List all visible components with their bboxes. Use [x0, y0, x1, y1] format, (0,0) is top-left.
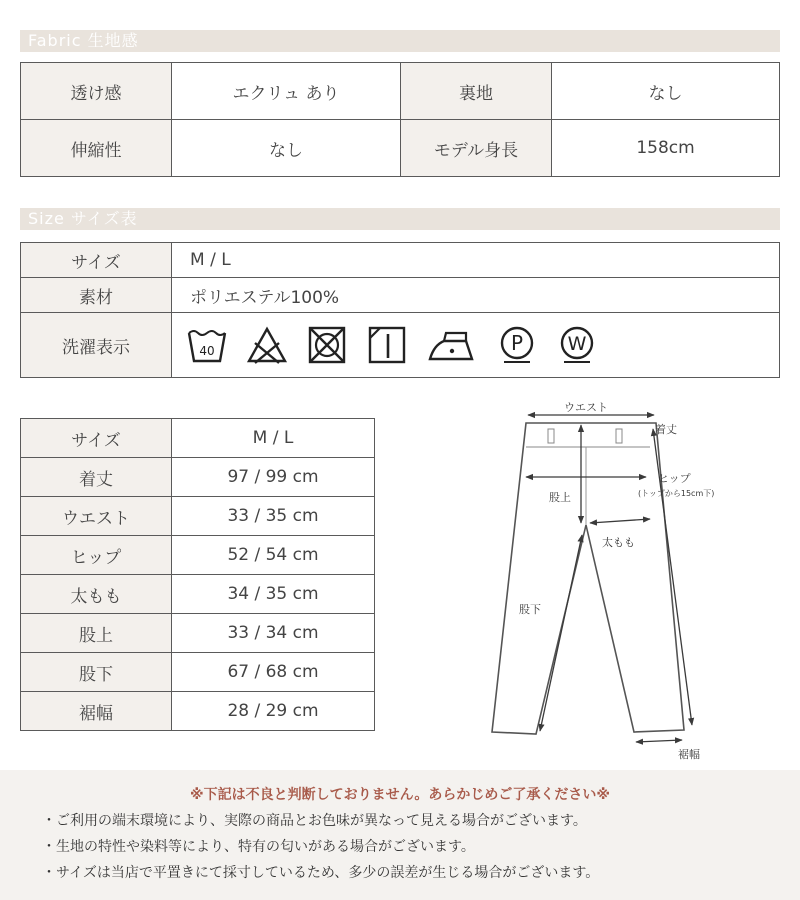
length-label: 着丈	[655, 423, 677, 436]
material-label: 素材	[21, 278, 172, 313]
measurement-value: 33 / 34 cm	[172, 614, 375, 653]
model-height-value: 158cm	[552, 120, 780, 177]
iron-low-icon	[426, 325, 478, 365]
note-item: ・サイズは当店で平置きにて採寸しているため、多少の誤差が生じる場合がございます。	[42, 865, 600, 881]
hip-label: ヒップ	[658, 472, 691, 485]
size-value: M / L	[172, 243, 780, 278]
care-label: 洗濯表示	[21, 313, 172, 378]
fabric-section-header	[20, 30, 780, 52]
thigh-label: 太もも	[602, 536, 635, 549]
lining-value: なし	[552, 63, 780, 120]
measurement-header-value: M / L	[172, 419, 375, 458]
measurement-label: 太もも	[21, 575, 172, 614]
measurement-value: 34 / 35 cm	[172, 575, 375, 614]
pants-diagram	[470, 395, 770, 765]
belt-loop	[616, 429, 622, 443]
size-row	[21, 243, 780, 278]
measurement-row	[21, 575, 375, 614]
thigh-arrow	[590, 519, 650, 523]
stretch-label: 伸縮性	[21, 120, 172, 177]
size-label: サイズ	[21, 243, 172, 278]
wash-temp-text: 40	[199, 344, 215, 358]
size-section-header	[20, 208, 780, 230]
measurement-label: ウエスト	[21, 497, 172, 536]
measurement-row	[21, 497, 375, 536]
measurement-row	[21, 653, 375, 692]
note-item: ・ご利用の端末環境により、実際の商品とお色味が異なって見える場合がございます。	[42, 813, 587, 829]
measurement-value: 97 / 99 cm	[172, 458, 375, 497]
dry-clean-letter: P	[510, 331, 524, 355]
hem-label: 裾幅	[678, 748, 700, 761]
no-tumble-dry-icon	[306, 325, 348, 365]
line-dry-shade-icon	[366, 325, 408, 365]
fabric-row	[21, 63, 780, 120]
measurement-label: 裾幅	[21, 692, 172, 731]
size-info-table	[20, 242, 780, 378]
care-row	[21, 313, 780, 378]
wet-clean-w-icon	[556, 325, 598, 365]
measurement-row	[21, 536, 375, 575]
measurement-label: 股上	[21, 614, 172, 653]
measurement-row	[21, 614, 375, 653]
hem-arrow	[636, 740, 682, 742]
rise-label: 股上	[549, 491, 571, 504]
wash-40-icon	[186, 325, 228, 365]
measurement-value: 52 / 54 cm	[172, 536, 375, 575]
note-item: ・生地の特性や染料等により、特有の匂いがある場合がございます。	[42, 839, 475, 855]
hip-note: (トップから15cm下)	[638, 489, 715, 498]
care-icons-cell	[172, 313, 780, 378]
model-height-label: モデル身長	[401, 120, 552, 177]
measurement-table	[20, 418, 375, 731]
measurement-header-label: サイズ	[21, 419, 172, 458]
belt-loop	[548, 429, 554, 443]
measurement-label: 着丈	[21, 458, 172, 497]
measurement-row	[21, 692, 375, 731]
size-section-title: Size サイズ表	[28, 209, 138, 228]
fabric-table	[20, 62, 780, 177]
measurement-header-row	[21, 419, 375, 458]
notes-title: ※下記は不良と判断しておりません。あらかじめご了承ください※	[189, 787, 611, 803]
inseam-label: 股下	[519, 603, 541, 616]
measurement-value: 67 / 68 cm	[172, 653, 375, 692]
waist-label: ウエスト	[564, 401, 608, 414]
wet-clean-letter: W	[567, 333, 587, 355]
lining-label: 裏地	[401, 63, 552, 120]
material-row	[21, 278, 780, 313]
material-value: ポリエステル100%	[172, 278, 780, 313]
measurement-value: 33 / 35 cm	[172, 497, 375, 536]
pants-outline	[492, 423, 684, 734]
sheer-label: 透け感	[21, 63, 172, 120]
measurement-label: ヒップ	[21, 536, 172, 575]
fabric-section-title: Fabric 生地感	[28, 31, 139, 50]
stretch-value: なし	[172, 120, 401, 177]
no-bleach-icon	[246, 325, 288, 365]
fabric-row	[21, 120, 780, 177]
notes-section	[0, 770, 800, 900]
sheer-value: エクリュ あり	[172, 63, 401, 120]
dry-clean-p-icon	[496, 325, 538, 365]
measurement-row	[21, 458, 375, 497]
notes-list	[42, 808, 599, 886]
inseam-arrow	[540, 535, 582, 731]
measurement-label: 股下	[21, 653, 172, 692]
measurement-value: 28 / 29 cm	[172, 692, 375, 731]
